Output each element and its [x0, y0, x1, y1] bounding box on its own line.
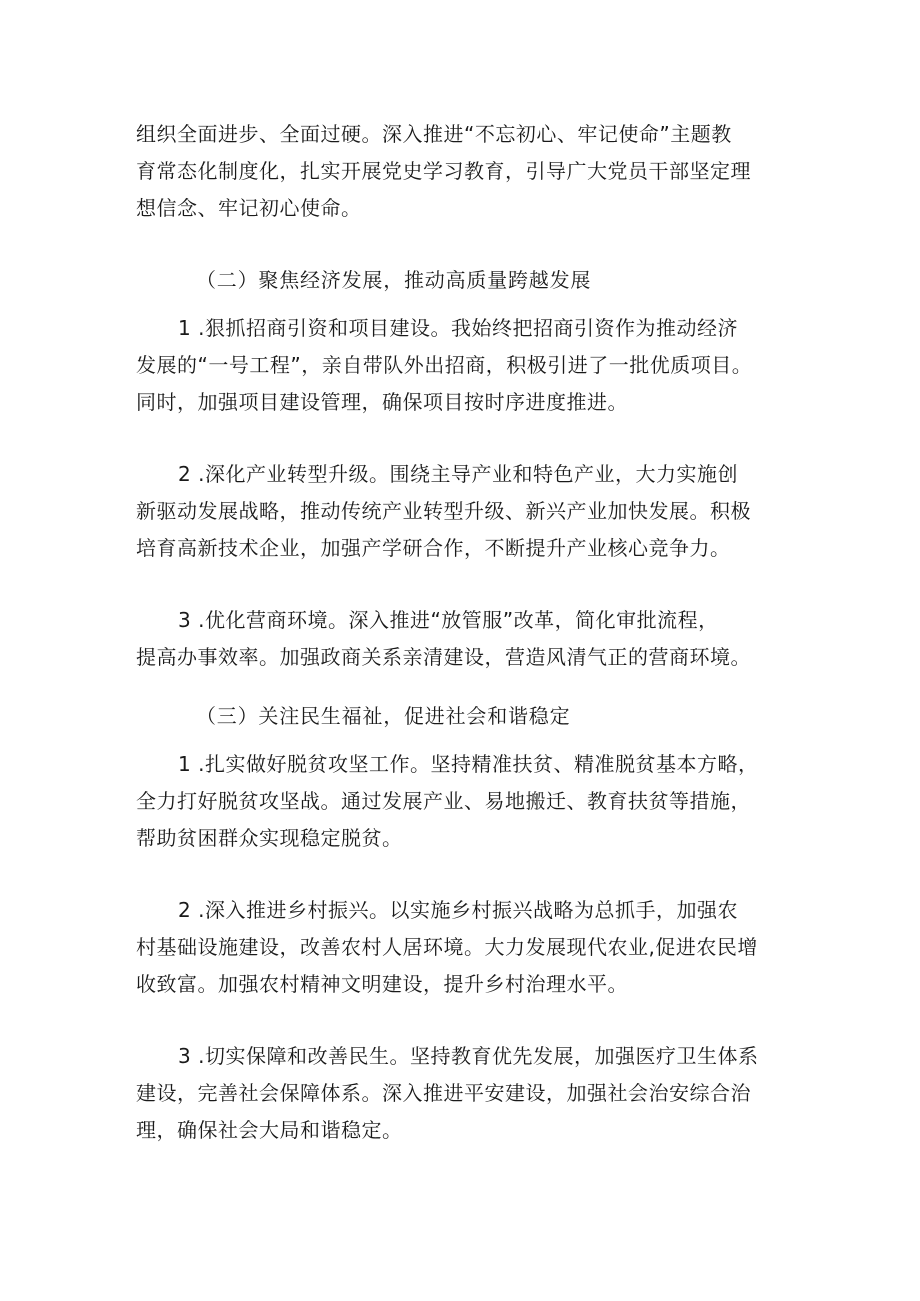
text-line: 育常态化制度化，扎实开展党史学习教育，引导广大党员干部坚定理: [136, 159, 751, 183]
text-line: 帮助贫困群众实现稳定脱贫。: [136, 826, 403, 850]
section-3-item-3: [136, 1038, 796, 1149]
text-line: 建设，完善社会保障体系。深入推进平安建设，加强社会治安综合治: [136, 1081, 751, 1105]
text-line: 想信念、牢记初心使命。: [136, 196, 362, 220]
paragraph-intro: [136, 116, 796, 227]
text-line: 2 .深入推进乡村振兴。以实施乡村振兴战略为总抓手，加强农: [178, 898, 738, 922]
text-line: 1 .狠抓招商引资和项目建设。我始终把招商引资作为推动经济: [178, 316, 738, 340]
section-2-item-2: [136, 456, 796, 567]
text-line: 2 .深化产业转型升级。围绕主导产业和特色产业，大力实施创: [178, 462, 738, 486]
text-line: 3 .切实保障和改善民生。坚持教育优先发展，加强医疗卫生体系: [178, 1044, 759, 1068]
section-heading-text: （三）关注民生福祉，促进社会和谐稳定: [196, 704, 571, 728]
text-line: 收致富。加强农村精神文明建设，提升乡村治理水平。: [136, 972, 628, 996]
text-line: 村基础设施建设，改善农村人居环境。大力发展现代农业,促进农民增: [136, 935, 758, 959]
section-3-item-1: [136, 746, 796, 857]
section-3-item-2: [136, 892, 796, 1003]
section-2-item-1: [136, 310, 796, 421]
text-line: 组织全面进步、全面过硬。深入推进“不忘初心、牢记使命”主题教: [136, 122, 732, 146]
text-line: 1 .扎实做好脱贫攻坚工作。坚持精准扶贫、精准脱贫基本方略，: [178, 752, 759, 776]
section-heading-text: （二）聚焦经济发展，推动高质量跨越发展: [196, 268, 592, 292]
text-line: 3 .优化营商环境。深入推进“放管服”改革，简化审批流程，: [178, 608, 719, 632]
text-line: 提高办事效率。加强政商关系亲清建设，营造风清气正的营商环境。: [136, 645, 751, 669]
text-line: 全力打好脱贫攻坚战。通过发展产业、易地搬迁、教育扶贫等措施，: [136, 789, 751, 813]
section-2-heading: [196, 262, 856, 299]
section-3-heading: [196, 698, 856, 735]
section-2-item-3: [136, 602, 796, 676]
text-line: 新驱动发展战略，推动传统产业转型升级、新兴产业加快发展。积极: [136, 499, 751, 523]
text-line: 同时，加强项目建设管理，确保项目按时序进度推进。: [136, 390, 628, 414]
text-line: 理，确保社会大局和谐稳定。: [136, 1118, 403, 1142]
text-line: 培育高新技术企业，加强产学研合作，不断提升产业核心竞争力。: [136, 536, 731, 560]
text-line: 发展的“一号工程”，亲自带队外出招商，积极引进了一批优质项目。: [136, 353, 753, 377]
